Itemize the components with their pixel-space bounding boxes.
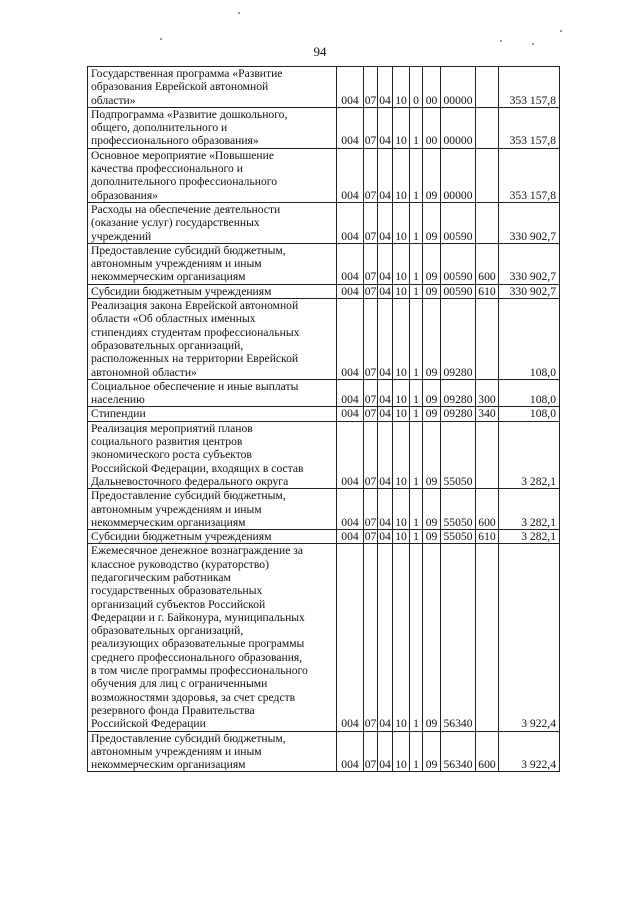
code-p2: 1 — [410, 544, 423, 731]
code-p1: 10 — [393, 731, 410, 772]
code-vr: 300 — [476, 379, 499, 407]
row-name — [88, 243, 337, 284]
code-vr — [476, 299, 499, 380]
row-name — [88, 407, 337, 421]
code-p4: 09280 — [441, 407, 476, 421]
code-pr: 04 — [379, 407, 391, 421]
code-vr: 600 — [476, 243, 499, 284]
row-name-line: образовательных организаций, — [91, 624, 244, 638]
row-name-line: стипендиях студентам профессиональных — [91, 325, 300, 339]
code-adm: 004 — [337, 544, 364, 731]
code-rz: 07 — [364, 107, 378, 148]
code-p1: 10 — [393, 67, 410, 108]
code-vr — [476, 202, 499, 243]
row-name-line: педагогическим работникам — [91, 570, 231, 584]
code-vr: 600 — [476, 489, 499, 530]
code-p1: 10 — [393, 107, 410, 148]
row-name-line: образовательных организаций, — [91, 338, 244, 352]
row-name-line: возможностями здоровья, за счет средств — [91, 690, 296, 704]
row-name-line: Реализация мероприятий планов — [91, 421, 253, 435]
row-name-line: Субсидии бюджетным учреждениям — [91, 284, 272, 298]
code-adm: 004 — [337, 243, 364, 284]
code-p3: 09 — [423, 299, 441, 380]
row-name-line: Российской Федерации — [91, 717, 206, 731]
code-p4: 00590 — [441, 202, 476, 243]
code-p1: 10 — [393, 379, 410, 407]
code-pr: 04 — [378, 544, 393, 731]
code-rz: 07 — [364, 379, 378, 407]
amount: 108,0 — [499, 299, 560, 380]
row-name — [88, 107, 337, 148]
code-adm: 004 — [337, 148, 364, 202]
code-adm: 004 — [337, 489, 364, 530]
row-name — [88, 284, 337, 298]
code-pr: 04 — [378, 243, 393, 284]
scan-speck — [238, 12, 240, 14]
code-rz: 07 — [364, 544, 378, 731]
code-p4: 09280 — [441, 299, 476, 380]
code-rz: 07 — [364, 202, 378, 243]
code-pr: 04 — [378, 202, 393, 243]
row-name-line: экономического роста субъектов — [91, 448, 252, 462]
code-p1: 10 — [393, 243, 410, 284]
row-name-line: Предоставление субсидий бюджетным, — [91, 731, 286, 745]
row-name — [88, 530, 337, 544]
code-vr — [476, 421, 499, 488]
code-p2: 1 — [410, 243, 423, 284]
code-p1: 10 — [393, 544, 410, 731]
code-pr: 04 — [378, 299, 393, 380]
row-name-line: в том числе программы профессионального — [91, 664, 308, 678]
row-name — [88, 67, 337, 108]
code-p3: 09 — [423, 731, 441, 772]
row-name — [88, 421, 337, 488]
row-name-line: резервного фонда Правительства — [91, 703, 255, 717]
code-p1: 10 — [393, 284, 410, 298]
amount: 330 902,7 — [499, 243, 560, 284]
row-name-line: автономным учреждениям и иным — [91, 744, 262, 758]
row-name-line: среднего профессионального образования, — [91, 650, 303, 664]
row-name — [88, 731, 337, 772]
code-pr: 04 — [378, 731, 393, 772]
scan-speck — [500, 40, 502, 42]
code-p2: 1 — [410, 407, 423, 421]
code-rz: 07 — [364, 489, 378, 530]
code-adm: 004 — [337, 530, 364, 544]
row-name-line: автономным учреждениям и иным — [91, 502, 262, 516]
scan-speck — [160, 38, 162, 40]
code-p2: 1 — [410, 731, 423, 772]
code-pr: 04 — [378, 489, 393, 530]
code-p1: 10 — [393, 530, 410, 544]
code-p3: 09 — [423, 243, 441, 284]
code-adm: 004 — [337, 202, 364, 243]
code-p1: 10 — [393, 202, 410, 243]
code-p4: 00000 — [441, 107, 476, 148]
row-name-line: Субсидии бюджетным учреждениям — [91, 530, 272, 544]
code-rz: 07 — [364, 148, 378, 202]
table-row — [88, 407, 560, 421]
row-name-line: качества профессионального и — [91, 162, 243, 176]
amount: 3 282,1 — [499, 421, 560, 488]
row-name-line: дополнительного профессионального — [91, 175, 278, 189]
code-p2: 1 — [410, 421, 423, 488]
code-p4: 56340 — [441, 731, 476, 772]
row-name-line: образования Еврейской автономной — [91, 80, 269, 94]
code-vr — [476, 67, 499, 108]
code-rz: 07 — [364, 299, 378, 380]
row-name-line: Ежемесячное денежное вознаграждение за — [91, 544, 303, 558]
row-name-line: некоммерческим организациям — [91, 758, 246, 772]
scan-speck — [532, 43, 534, 45]
table-row — [88, 107, 560, 148]
row-name-line: Дальневосточного федерального округа — [91, 474, 289, 488]
amount: 3 282,1 — [499, 530, 560, 544]
code-rz: 07 — [364, 407, 377, 421]
code-p2: 1 — [410, 107, 423, 148]
code-adm: 004 — [337, 379, 364, 407]
code-pr: 04 — [378, 421, 393, 488]
row-name-line: Стипендии — [91, 407, 146, 421]
code-p1: 10 — [393, 299, 410, 380]
code-vr — [476, 107, 499, 148]
code-adm: 004 — [337, 67, 364, 108]
table-row — [88, 299, 560, 380]
code-vr: 600 — [476, 731, 499, 772]
budget-table — [87, 66, 560, 772]
code-pr: 04 — [378, 107, 393, 148]
code-p2: 1 — [410, 202, 423, 243]
table-row — [88, 530, 560, 544]
table-row — [88, 731, 560, 772]
budget-table-body — [88, 67, 560, 772]
code-adm: 004 — [337, 299, 364, 380]
row-name-line: автономным учреждениям и иным — [91, 257, 262, 271]
code-p4: 00590 — [441, 284, 476, 298]
code-adm: 004 — [337, 407, 364, 421]
code-pr: 04 — [378, 148, 393, 202]
code-p1: 10 — [393, 421, 410, 488]
code-p4: 56340 — [441, 544, 476, 731]
row-name — [88, 299, 337, 380]
amount: 353 157,8 — [499, 107, 560, 148]
row-name-line: населению — [91, 393, 145, 407]
row-name-line: Подпрограмма «Развитие дошкольного, — [91, 107, 288, 121]
amount: 108,0 — [499, 407, 560, 421]
code-p3: 09 — [423, 489, 441, 530]
row-name-line: некоммерческим организациям — [91, 515, 246, 529]
code-p4: 55050 — [441, 489, 476, 530]
code-rz: 07 — [364, 284, 377, 298]
code-p3: 09 — [423, 202, 441, 243]
code-rz: 07 — [364, 67, 378, 108]
code-p4: 55050 — [441, 530, 476, 544]
code-rz: 07 — [364, 243, 378, 284]
row-name-line: области «Об областных именных — [91, 312, 256, 326]
code-p2: 1 — [410, 148, 423, 202]
code-p3: 00 — [423, 67, 441, 108]
table-row — [88, 544, 560, 731]
code-p3: 09 — [423, 148, 441, 202]
row-name — [88, 379, 337, 407]
row-name-line: Расходы на обеспечение деятельности — [91, 202, 281, 216]
row-name-line: Предоставление субсидий бюджетным, — [91, 489, 286, 503]
code-vr — [476, 544, 499, 731]
code-p1: 10 — [393, 489, 410, 530]
row-name-line: Предоставление субсидий бюджетным, — [91, 243, 286, 257]
amount: 108,0 — [499, 379, 560, 407]
amount: 3 282,1 — [499, 489, 560, 530]
amount: 353 157,8 — [499, 148, 560, 202]
code-rz: 07 — [364, 731, 378, 772]
code-pr: 04 — [378, 379, 393, 407]
amount: 3 922,4 — [499, 731, 560, 772]
row-name-line: Социальное обеспечение и иные выплаты — [91, 379, 299, 393]
row-name — [88, 148, 337, 202]
code-rz: 07 — [364, 530, 377, 544]
code-vr: 610 — [476, 530, 499, 544]
row-name-line: Основное мероприятие «Повышение — [91, 148, 274, 162]
code-adm: 004 — [337, 421, 364, 488]
row-name-line: автономной области» — [91, 365, 197, 379]
code-p4: 55050 — [441, 421, 476, 488]
row-name — [88, 489, 337, 530]
code-p3: 00 — [423, 107, 441, 148]
row-name-line: Государственная программа «Развитие — [91, 67, 283, 80]
code-pr: 04 — [379, 284, 391, 298]
row-name-line: обучения для лиц с ограниченными — [91, 677, 268, 691]
row-name — [88, 202, 337, 243]
table-row — [88, 148, 560, 202]
amount: 353 157,8 — [499, 67, 560, 108]
row-name-line: расположенных на территории Еврейской — [91, 352, 299, 366]
row-name-line: (оказание услуг) государственных — [91, 216, 260, 230]
page-number: 94 — [313, 44, 327, 59]
row-name-line: государственных образовательных — [91, 584, 263, 598]
table-row — [88, 379, 560, 407]
scan-speck — [560, 30, 562, 32]
code-p2: 1 — [410, 299, 423, 380]
row-name-line: классное руководство (кураторство) — [91, 557, 269, 571]
row-name-line: реализующих образовательные программы — [91, 637, 305, 651]
amount: 3 922,4 — [499, 544, 560, 731]
row-name-line: Реализация закона Еврейской автономной — [91, 299, 299, 313]
code-p3: 09 — [423, 379, 441, 407]
row-name-line: Федерации и г. Байконура, муниципальных — [91, 610, 305, 624]
row-name-line: организаций субъектов Российской — [91, 597, 266, 611]
code-p3: 09 — [423, 421, 441, 488]
code-p4: 00000 — [441, 148, 476, 202]
code-p3: 09 — [423, 284, 441, 298]
code-p4: 09280 — [441, 379, 476, 407]
row-name — [88, 544, 337, 731]
code-p4: 00590 — [441, 243, 476, 284]
code-adm: 004 — [337, 107, 364, 148]
table-row — [88, 421, 560, 488]
code-p2: 1 — [410, 379, 423, 407]
table-row — [88, 284, 560, 298]
code-vr — [476, 148, 499, 202]
row-name-line: профессионального образования» — [91, 134, 259, 148]
row-name-line: области» — [91, 93, 136, 107]
code-p2: 0 — [410, 67, 423, 108]
code-pr: 04 — [378, 67, 393, 108]
code-pr: 04 — [379, 530, 391, 544]
row-name-line: учреждений — [91, 229, 152, 243]
amount: 330 902,7 — [499, 284, 560, 298]
code-p1: 10 — [393, 407, 410, 421]
code-p1: 10 — [393, 148, 410, 202]
code-adm: 004 — [337, 731, 364, 772]
code-vr: 610 — [476, 284, 499, 298]
table-row — [88, 243, 560, 284]
code-vr: 340 — [476, 407, 499, 421]
code-p4: 00000 — [441, 67, 476, 108]
table-row — [88, 67, 560, 108]
table-row — [88, 202, 560, 243]
code-p2: 1 — [410, 530, 423, 544]
code-p3: 09 — [423, 544, 441, 731]
code-p3: 09 — [423, 530, 441, 544]
row-name-line: Российской Федерации, входящих в состав — [91, 461, 304, 475]
row-name-line: образования» — [91, 188, 158, 202]
row-name-line: общего, дополнительного и — [91, 121, 228, 135]
row-name-line: социального развития центров — [91, 435, 243, 449]
code-p2: 1 — [410, 489, 423, 530]
amount: 330 902,7 — [499, 202, 560, 243]
code-p3: 09 — [423, 407, 441, 421]
code-adm: 004 — [337, 284, 364, 298]
code-rz: 07 — [364, 421, 378, 488]
code-p2: 1 — [410, 284, 423, 298]
row-name-line: некоммерческим организациям — [91, 270, 246, 284]
table-row — [88, 489, 560, 530]
